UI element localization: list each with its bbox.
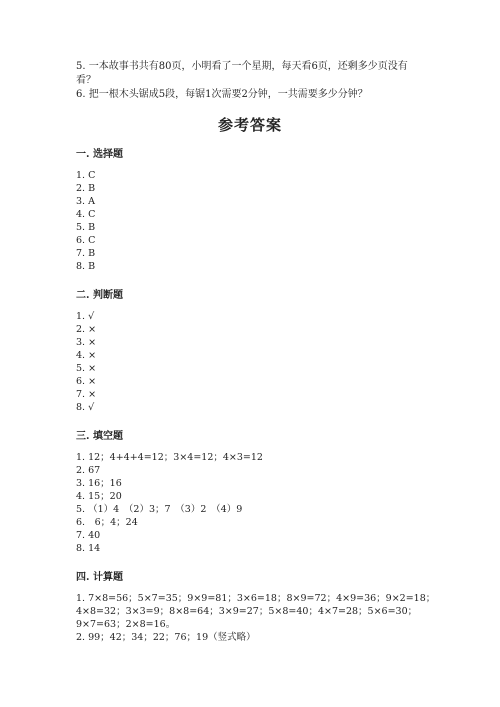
section-heading-judge: 二. 判断题 [76, 290, 123, 301]
answer-item: 2. 67 [76, 465, 101, 476]
section-heading-choice: 一. 选择题 [76, 149, 123, 160]
answer-item: 1. √ [76, 311, 95, 322]
answer-item: 1. 7×8=56；5×7=35；9×9=81；3×6=18；8×9=72；4×9=36；9×2=18； [76, 593, 436, 604]
answer-item: 6. 6；4；24 [76, 517, 138, 528]
answer-item: 3. 16；16 [76, 478, 122, 489]
question-5-line-2: 看？ [76, 75, 96, 86]
answer-item: 2. × [76, 324, 97, 335]
answer-item: 8. B [76, 261, 96, 272]
question-5-line-1: 5. 一本故事书共有80页，小明看了一个星期，每天看6页，还剩多少页没有 [76, 61, 408, 72]
answer-item: 6. C [76, 235, 96, 246]
answer-item: 3. A [76, 196, 95, 207]
answer-item: 8. √ [76, 402, 95, 413]
answer-item: 2. B [76, 183, 96, 194]
answer-item: 7. 40 [76, 530, 101, 541]
answer-item: 7. B [76, 248, 96, 259]
answer-item: 3. × [76, 337, 97, 348]
answer-item: 6. × [76, 376, 97, 387]
answer-item: 1. C [76, 170, 96, 181]
answer-item: 4. C [76, 209, 96, 220]
answer-item: 8. 14 [76, 543, 101, 554]
section-heading-fill: 三. 填空题 [76, 431, 123, 442]
answer-item: 9×7=63；2×8=16。 [76, 619, 176, 630]
question-6: 6. 把一根木头锯成5段，每锯1次需要2分钟，一共需要多少分钟？ [76, 89, 368, 100]
answer-item: 5. B [76, 222, 96, 233]
answer-item: 4. × [76, 350, 97, 361]
answer-item: 4. 15；20 [76, 491, 122, 502]
answer-item: 5. × [76, 363, 97, 374]
answer-item: 4×8=32；3×3=9；8×8=64；3×9=27；5×8=40；4×7=28；5×6=30； [76, 606, 418, 617]
answer-item: 5. （1）4 （2）3；7 （3）2 （4）9 [76, 504, 243, 515]
section-heading-calc: 四. 计算题 [76, 572, 123, 583]
page-title: 参考答案 [217, 116, 282, 134]
answer-item: 1. 12；4+4+4=12；3×4=12；4×3=12 [76, 452, 263, 463]
answer-item: 2. 99；42；34；22；76；19（竖式略） [76, 632, 256, 643]
answer-item: 7. × [76, 389, 97, 400]
